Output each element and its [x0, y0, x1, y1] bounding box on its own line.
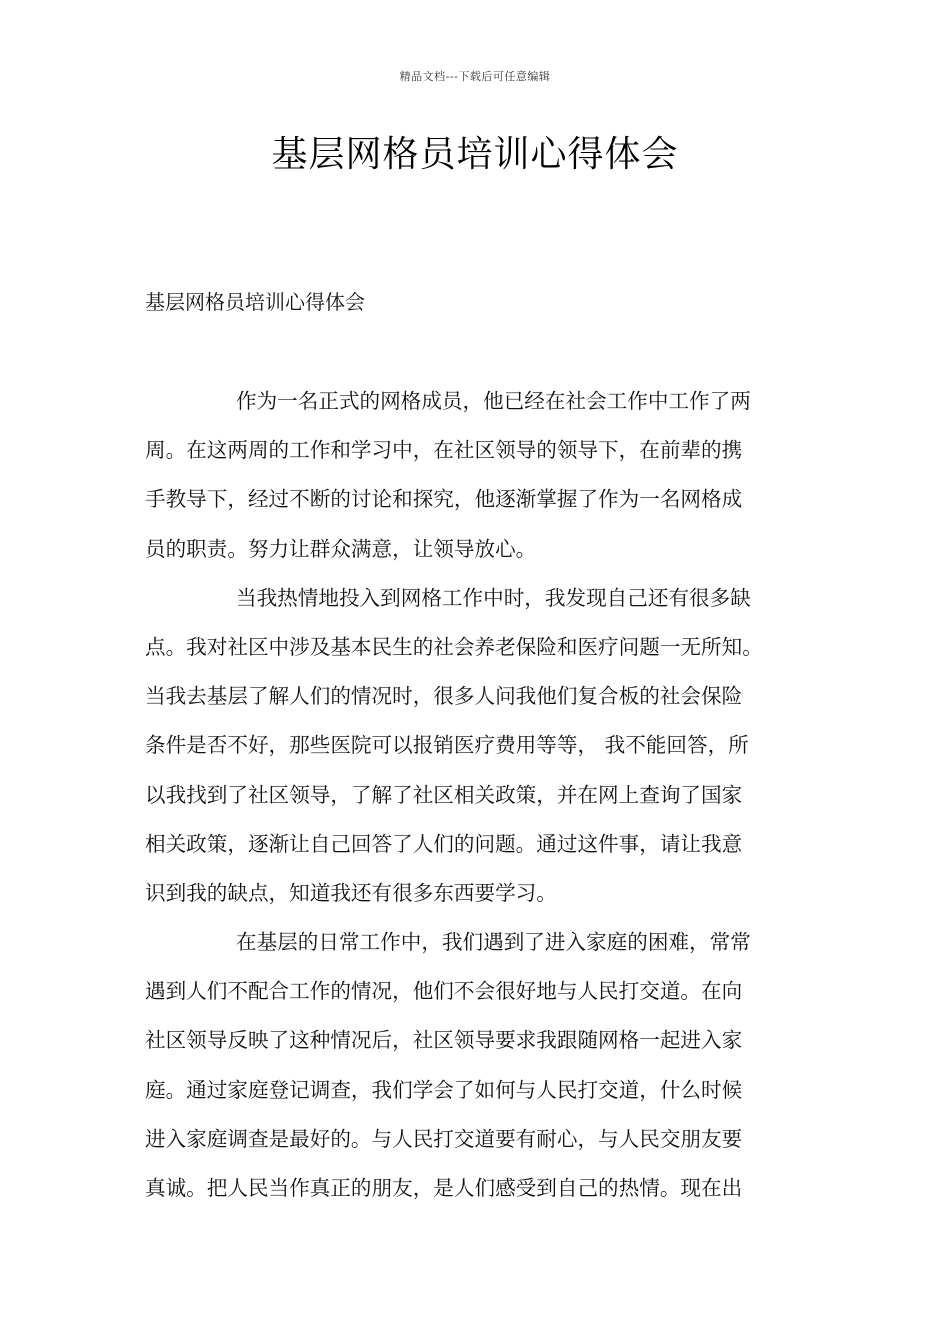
paragraph-first-line: 作为一名正式的网格成员，他已经在社会工作中工作了两	[236, 389, 751, 413]
text-line: 以我找到了社区领导，了解了社区相关政策，并在网上查询了国家	[145, 782, 743, 807]
text-line: 相关政策，逐渐让自己回答了人们的问题。通过这件事，请让我意	[145, 831, 743, 856]
document-subtitle: 基层网格员培训心得体会	[145, 290, 365, 314]
text-line: 周。在这两周的工作和学习中，在社区领导的领导下，在前辈的携	[145, 438, 743, 463]
text-line: 当我去基层了解人们的情况时，很多人问我他们复合板的社会保险	[145, 684, 743, 709]
text-line: 识到我的缺点，知道我还有很多东西要学习。	[145, 880, 557, 905]
text-line: 点。我对社区中涉及基本民生的社会养老保险和医疗问题一无所知。	[145, 634, 763, 659]
text-line: 真诚。把人民当作真正的朋友，是人们感受到自己的热情。现在出	[145, 1176, 743, 1200]
text-line: 员的职责。努力让群众满意，让领导放心。	[145, 536, 537, 561]
text-line: 手教导下，经过不断的讨论和探究，他逐渐掌握了作为一名网格成	[145, 487, 743, 512]
text-line: 遇到人们不配合工作的情况，他们不会很好地与人民打交道。在向	[145, 979, 743, 1004]
paragraph-first-line: 在基层的日常工作中，我们遇到了进入家庭的困难，常常	[236, 930, 751, 955]
body-text	[145, 384, 825, 1220]
paragraph-first-line: 当我热情地投入到网格工作中时，我发现自己还有很多缺	[236, 585, 751, 610]
text-line: 庭。通过家庭登记调查，我们学会了如何与人民打交道，什么时候	[145, 1077, 743, 1102]
header-note: 精品文档---下载后可任意编辑	[399, 70, 551, 83]
text-line: 条件是否不好，那些医院可以报销医疗费用等等， 我不能回答，所	[145, 733, 749, 758]
text-line: 进入家庭调查是最好的。与人民打交道要有耐心，与人民交朋友要	[145, 1126, 743, 1151]
text-line: 社区领导反映了这种情况后，社区领导要求我跟随网格一起进入家	[145, 1028, 743, 1053]
document-title: 基层网格员培训心得体会	[271, 134, 679, 175]
